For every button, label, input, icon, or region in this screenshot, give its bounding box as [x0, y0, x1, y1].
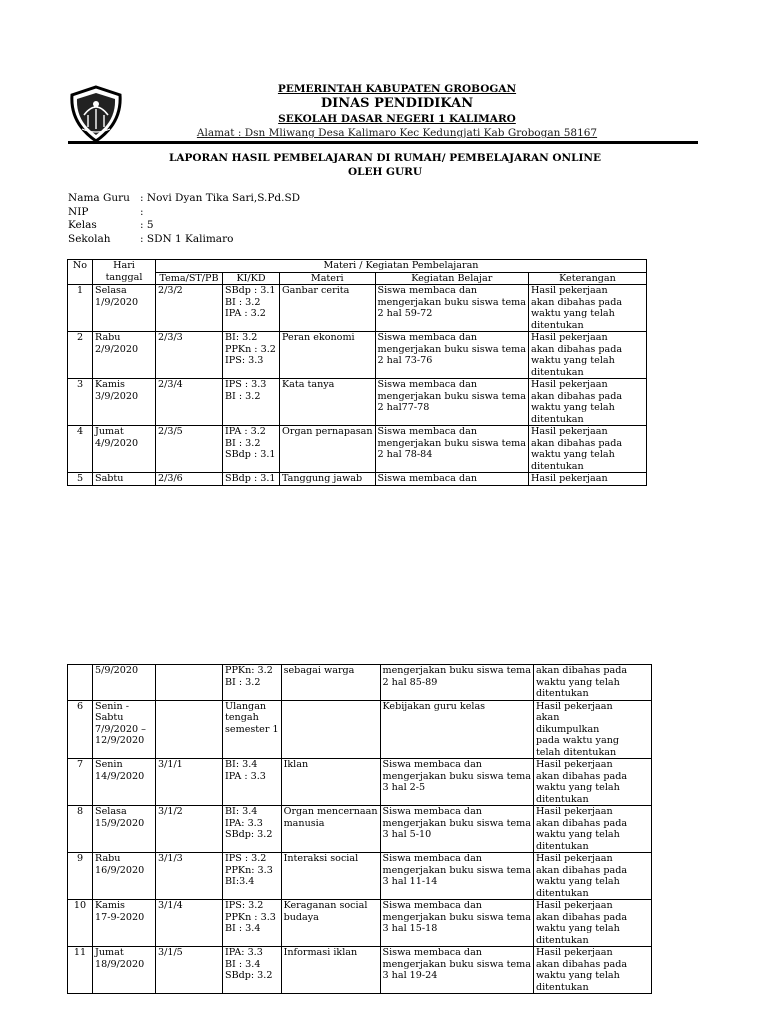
- cell-no: [68, 665, 93, 701]
- cell-day: [93, 285, 156, 332]
- cell-kegiatan: [375, 379, 528, 426]
- cell-keterangan-line: ditentukan: [530, 460, 584, 472]
- info-row-class: [68, 219, 300, 233]
- cell-kikd-line: BI : 3.2: [225, 437, 261, 449]
- cell-kegiatan-line: mengerjakan buku siswa tema: [377, 343, 526, 355]
- school-address: Alamat : Dsn Mliwang Desa Kalimaro Kec Kedungjati Kab Grobogan 58167: [196, 127, 598, 139]
- cell-keterangan: [528, 473, 646, 486]
- cell-keterangan-line: ditentukan: [535, 934, 589, 946]
- cell-kegiatan-line: Siswa membaca dan: [382, 853, 482, 864]
- header-kegiatan: Kegiatan Belajar: [375, 272, 528, 285]
- cell-kikd-line: SBdp : 3.1: [225, 473, 276, 484]
- cell-keterangan-line: ditentukan: [530, 366, 584, 378]
- cell-keterangan-line: waktu yang telah: [530, 449, 615, 460]
- cell-kegiatan-line: 3 hal 15-18: [382, 923, 438, 934]
- cell-tema: [156, 379, 223, 426]
- cell-keterangan: [533, 853, 651, 900]
- cell-no: 8: [68, 806, 93, 853]
- cell-kikd-line: BI: 3.4: [225, 806, 258, 817]
- cell-day: [93, 379, 156, 426]
- cell-day-line: Kamis: [95, 379, 125, 390]
- table-body: [68, 285, 647, 486]
- cell-kegiatan-line: mengerjakan buku siswa tema: [382, 665, 531, 676]
- info-label: Kelas: [68, 219, 97, 231]
- cell-kikd-line: BI : 3.2: [225, 296, 261, 308]
- cell-kikd-line: PPKn: 3.2: [225, 665, 273, 676]
- cell-kegiatan-line: mengerjakan buku siswa tema: [377, 390, 526, 402]
- cell-no: 7: [68, 759, 93, 806]
- table-row: [68, 900, 652, 947]
- info-value: :: [140, 205, 144, 218]
- header-materi: Materi: [280, 272, 376, 285]
- cell-kegiatan-line: 3 hal 5-10: [382, 829, 432, 840]
- cell-tema: [156, 285, 223, 332]
- cell-tema: [156, 947, 223, 994]
- cell-no: 1: [68, 285, 93, 332]
- cell-day: [93, 947, 156, 994]
- cell-kegiatan-line: 2 hal 59-72: [377, 308, 433, 319]
- table-row: [68, 947, 652, 994]
- cell-kikd-line: BI:3.4: [225, 876, 255, 887]
- cell-tema: [156, 700, 223, 759]
- cell-materi: [280, 285, 376, 332]
- cell-keterangan-line: Hasil pekerjaan: [535, 900, 613, 911]
- cell-tema: [156, 759, 223, 806]
- cell-day-line: 4/9/2020: [95, 437, 139, 449]
- info-row-name: [68, 192, 300, 206]
- cell-kegiatan: [375, 332, 528, 379]
- cell-day-line: Selasa: [95, 806, 127, 817]
- table-row: [68, 332, 647, 379]
- table-row: [68, 853, 652, 900]
- cell-kikd-line: IPA: 3.3: [225, 947, 263, 958]
- cell-no: 4: [68, 426, 93, 473]
- cell-day: [93, 853, 156, 900]
- cell-tema: [156, 853, 223, 900]
- cell-tema-line: 3/1/5: [158, 947, 183, 958]
- cell-keterangan-line: telah ditentukan: [535, 746, 617, 758]
- cell-kegiatan: [380, 947, 533, 994]
- cell-day: [93, 900, 156, 947]
- cell-kegiatan: [380, 806, 533, 853]
- cell-kegiatan: [380, 759, 533, 806]
- header-tema: Tema/ST/PB: [156, 272, 223, 285]
- cell-day-line: Kamis: [95, 900, 125, 911]
- cell-keterangan: [528, 332, 646, 379]
- cell-keterangan-line: ditentukan: [530, 413, 584, 425]
- cell-keterangan-line: Hasil pekerjaan: [530, 285, 608, 296]
- cell-day-line: 15/9/2020: [95, 817, 145, 829]
- cell-day-line: 14/9/2020: [95, 770, 145, 782]
- cell-keterangan-line: akan dibahas pada: [530, 437, 623, 449]
- cell-day-line: 5/9/2020: [95, 665, 139, 676]
- cell-keterangan-line: ditentukan: [535, 840, 589, 852]
- cell-kikd-line: PPKn: 3.3: [225, 864, 273, 876]
- letterhead: [150, 82, 644, 141]
- table-row: [68, 806, 652, 853]
- info-value: : 5: [140, 219, 154, 231]
- table-row: [68, 285, 647, 332]
- cell-day: [93, 332, 156, 379]
- cell-keterangan-line: Hasil pekerjaan: [535, 853, 613, 864]
- cell-keterangan-line: pada waktu yang: [535, 735, 620, 746]
- cell-keterangan-line: akan dibahas pada: [530, 390, 623, 402]
- cell-materi: [281, 900, 380, 947]
- cell-day-line: 1/9/2020: [95, 296, 139, 308]
- cell-keterangan-line: akan dibahas pada: [530, 296, 623, 308]
- cell-day: [93, 473, 156, 486]
- table-header-row: [68, 260, 647, 273]
- cell-kikd: [223, 332, 280, 379]
- cell-kegiatan: [375, 285, 528, 332]
- table-row: [68, 759, 652, 806]
- cell-tema-line: 2/3/6: [158, 473, 183, 484]
- cell-keterangan-line: Hasil pekerjaan: [530, 473, 608, 484]
- table-row: [68, 473, 647, 486]
- cell-kegiatan-line: Kebijakan guru kelas: [382, 700, 486, 712]
- cell-materi: [281, 759, 380, 806]
- cell-kegiatan: [380, 700, 533, 759]
- cell-kegiatan: [380, 900, 533, 947]
- cell-keterangan: [533, 806, 651, 853]
- cell-kegiatan-line: Siswa membaca dan: [377, 473, 477, 484]
- cell-keterangan-line: Hasil pekerjaan: [535, 759, 613, 770]
- cell-kikd-line: BI: 3.4: [225, 759, 258, 770]
- cell-day-line: 3/9/2020: [95, 390, 139, 402]
- cell-kikd-line: tengah: [225, 712, 259, 723]
- cell-kikd-line: BI: 3.2: [225, 332, 258, 343]
- cell-keterangan-line: Hasil pekerjaan: [535, 806, 613, 817]
- cell-kegiatan-line: 2 hal 85-89: [382, 676, 438, 688]
- cell-kikd-line: BI : 3.4: [225, 923, 261, 934]
- cell-tema: [156, 426, 223, 473]
- table-row: [68, 665, 652, 701]
- cell-day: [93, 426, 156, 473]
- cell-kegiatan-line: mengerjakan buku siswa tema: [382, 864, 531, 876]
- info-label: Nama Guru: [68, 192, 130, 204]
- agency-name: DINAS PENDIDIKAN: [320, 96, 474, 111]
- cell-kegiatan-line: Siswa membaca dan: [382, 759, 482, 770]
- cell-kegiatan-line: 3 hal 11-14: [382, 876, 438, 887]
- cell-kikd-line: SBdp: 3.2: [225, 970, 273, 981]
- cell-keterangan: [528, 426, 646, 473]
- cell-kikd-line: IPA : 3.2: [225, 308, 266, 319]
- cell-keterangan-line: waktu yang telah: [530, 402, 615, 413]
- cell-keterangan-line: akan dibahas pada: [535, 665, 628, 676]
- cell-kegiatan: [375, 426, 528, 473]
- cell-kikd-line: Ulangan: [225, 700, 267, 712]
- cell-kikd-line: IPA : 3.3: [225, 770, 266, 782]
- cell-no: 9: [68, 853, 93, 900]
- cell-kegiatan-line: 3 hal 19-24: [382, 970, 438, 981]
- cell-keterangan-line: Hasil pekerjaan: [530, 426, 608, 437]
- cell-kegiatan-line: Siswa membaca dan: [377, 332, 477, 343]
- cell-materi: [281, 700, 380, 759]
- cell-kikd: [223, 900, 282, 947]
- cell-no: 10: [68, 900, 93, 947]
- document-title-line2: OLEH GURU: [347, 166, 423, 178]
- cell-kikd: [223, 379, 280, 426]
- cell-materi: [280, 379, 376, 426]
- table-row: [68, 700, 652, 759]
- cell-materi-line: Keraganan social: [283, 900, 368, 911]
- header-kikd: KI/KD: [223, 272, 280, 285]
- learning-report-table: [67, 259, 647, 486]
- cell-day-line: 2/9/2020: [95, 343, 139, 355]
- cell-materi: [280, 332, 376, 379]
- cell-keterangan-line: akan dibahas pada: [530, 343, 623, 355]
- cell-kikd-line: PPKn : 3.2: [225, 343, 276, 355]
- table-body: [68, 665, 652, 994]
- learning-report-table-continued: [67, 664, 652, 994]
- info-value: : Novi Dyan Tika Sari,S.Pd.SD: [140, 192, 301, 204]
- cell-materi-line: Organ pernapasan: [282, 426, 373, 437]
- cell-kegiatan-line: 2 hal77-78: [377, 402, 430, 413]
- cell-kegiatan-line: Siswa membaca dan: [382, 806, 482, 817]
- cell-kegiatan-line: mengerjakan buku siswa tema: [382, 911, 531, 923]
- cell-keterangan: [528, 285, 646, 332]
- document-title-line1: LAPORAN HASIL PEMBELAJARAN DI RUMAH/ PEMBELAJARAN ONLINE: [168, 152, 601, 164]
- cell-materi-line: Interaksi social: [283, 853, 359, 864]
- cell-keterangan-line: Hasil pekerjaan: [530, 332, 608, 343]
- cell-keterangan-line: waktu yang telah: [530, 308, 615, 319]
- cell-materi-line: Informasi iklan: [283, 947, 358, 958]
- info-row-nip: [68, 206, 300, 220]
- cell-day-line: Jumat: [95, 947, 124, 958]
- cell-keterangan-line: waktu yang telah: [535, 923, 620, 934]
- cell-kikd-line: PPKn : 3.3: [225, 911, 276, 923]
- cell-kegiatan-line: mengerjakan buku siswa tema: [377, 437, 526, 449]
- cell-kegiatan-line: Siswa membaca dan: [377, 426, 477, 437]
- header-keterangan: Keterangan: [528, 272, 646, 285]
- cell-day-line: 17-9-2020: [95, 911, 145, 923]
- cell-day: [93, 665, 156, 701]
- cell-day-line: Rabu: [95, 853, 121, 864]
- letterhead-divider: [68, 141, 698, 144]
- cell-kegiatan-line: mengerjakan buku siswa tema: [382, 770, 531, 782]
- cell-day: [93, 759, 156, 806]
- cell-day-line: Senin -: [95, 700, 129, 712]
- cell-tema: [156, 473, 223, 486]
- cell-tema: [156, 665, 223, 701]
- cell-kikd-line: SBdp: 3.2: [225, 829, 273, 840]
- cell-materi-line: manusia: [283, 817, 325, 829]
- cell-day-line: Rabu: [95, 332, 121, 343]
- school-name: SEKOLAH DASAR NEGERI 1 KALIMARO: [278, 113, 516, 125]
- cell-tema: [156, 332, 223, 379]
- cell-keterangan: [533, 947, 651, 994]
- cell-materi-line: Kata tanya: [282, 379, 335, 390]
- cell-keterangan-line: ditentukan: [535, 688, 589, 699]
- cell-day-line: Senin: [95, 759, 123, 770]
- cell-keterangan-line: akan dibahas pada: [535, 864, 628, 876]
- cell-kikd: [223, 700, 282, 759]
- cell-kikd: [223, 665, 282, 701]
- cell-no: 5: [68, 473, 93, 486]
- government-name: PEMERINTAH KABUPATEN GROBOGAN: [277, 83, 517, 95]
- cell-keterangan-line: Hasil pekerjaan: [535, 700, 613, 712]
- cell-keterangan: [528, 379, 646, 426]
- cell-materi-line: Tanggung jawab: [282, 473, 363, 484]
- cell-materi-line: Ganbar cerita: [282, 285, 350, 296]
- cell-kikd: [223, 426, 280, 473]
- cell-keterangan: [533, 665, 651, 701]
- header-group: Materi / Kegiatan Pembelajaran: [156, 260, 647, 273]
- cell-kikd-line: BI : 3.2: [225, 390, 261, 402]
- cell-day-line: Sabtu: [95, 473, 124, 484]
- cell-kegiatan-line: Siswa membaca dan: [382, 947, 482, 958]
- cell-materi-line: Organ mencernaan: [283, 806, 378, 817]
- info-label: NIP: [68, 205, 89, 218]
- info-value: : SDN 1 Kalimaro: [140, 232, 234, 245]
- cell-keterangan-line: akan: [535, 712, 560, 723]
- cell-tema-line: 2/3/3: [158, 332, 183, 343]
- cell-keterangan-line: waktu yang telah: [535, 970, 620, 981]
- cell-tema-line: 3/1/1: [158, 759, 183, 770]
- cell-kikd-line: IPA: 3.3: [225, 817, 263, 829]
- info-row-school: [68, 233, 300, 247]
- cell-kikd-line: IPS : 3.2: [225, 853, 267, 864]
- cell-no: 11: [68, 947, 93, 994]
- cell-kikd: [223, 947, 282, 994]
- cell-materi: [280, 426, 376, 473]
- cell-materi: [281, 947, 380, 994]
- cell-materi-line: Peran ekonomi: [282, 332, 355, 343]
- cell-kikd-line: SBdp : 3.1: [225, 285, 276, 296]
- header-no: No: [68, 260, 93, 285]
- cell-no: 3: [68, 379, 93, 426]
- cell-tema-line: 3/1/4: [158, 900, 183, 911]
- cell-keterangan: [533, 700, 651, 759]
- school-emblem-logo: [68, 85, 124, 143]
- cell-keterangan: [533, 759, 651, 806]
- cell-kikd: [223, 806, 282, 853]
- cell-kegiatan-line: Siswa membaca dan: [377, 285, 477, 296]
- cell-tema-line: 2/3/5: [158, 426, 183, 437]
- cell-kegiatan-line: mengerjakan buku siswa tema: [377, 296, 526, 308]
- cell-keterangan-line: akan dibahas pada: [535, 770, 628, 782]
- cell-kikd-line: BI : 3.2: [225, 676, 261, 688]
- cell-materi-line: sebagai warga: [283, 665, 355, 676]
- cell-tema: [156, 806, 223, 853]
- cell-day-line: 7/9/2020 –: [95, 723, 146, 735]
- cell-kikd-line: semester 1: [225, 723, 279, 735]
- cell-keterangan-line: Hasil pekerjaan: [535, 947, 613, 958]
- cell-materi-line: budaya: [283, 911, 319, 923]
- cell-keterangan: [533, 900, 651, 947]
- cell-keterangan-line: waktu yang telah: [530, 355, 615, 366]
- cell-keterangan-line: waktu yang telah: [535, 676, 620, 688]
- info-label: Sekolah: [68, 232, 111, 245]
- cell-keterangan-line: waktu yang telah: [535, 829, 620, 840]
- document-title: [100, 151, 670, 179]
- teacher-info: [68, 192, 300, 246]
- cell-kikd-line: IPS: 3.2: [225, 900, 264, 911]
- cell-keterangan-line: waktu yang telah: [535, 876, 620, 887]
- cell-tema-line: 3/1/2: [158, 806, 183, 817]
- cell-kegiatan-line: 2 hal 73-76: [377, 355, 433, 366]
- cell-tema-line: 2/3/2: [158, 285, 183, 296]
- cell-day-line: Selasa: [95, 285, 127, 296]
- cell-kikd: [223, 473, 280, 486]
- cell-kegiatan: [375, 473, 528, 486]
- cell-tema-line: 3/1/3: [158, 853, 183, 864]
- cell-keterangan-line: waktu yang telah: [535, 782, 620, 793]
- cell-kegiatan-line: 2 hal 78-84: [377, 449, 433, 460]
- cell-materi: [281, 853, 380, 900]
- cell-day-line: 16/9/2020: [95, 864, 145, 876]
- cell-tema-line: 2/3/4: [158, 379, 183, 390]
- cell-kikd-line: SBdp : 3.1: [225, 449, 276, 460]
- cell-keterangan-line: ditentukan: [535, 887, 589, 899]
- cell-day-line: 18/9/2020: [95, 958, 145, 970]
- cell-no: 6: [68, 700, 93, 759]
- cell-day: [93, 806, 156, 853]
- header-day: Hari tanggal: [93, 260, 156, 285]
- cell-kegiatan-line: 3 hal 2-5: [382, 782, 426, 793]
- table-row: [68, 426, 647, 473]
- cell-kikd-line: IPS : 3.3: [225, 379, 267, 390]
- cell-keterangan-line: akan dibahas pada: [535, 911, 628, 923]
- cell-kikd: [223, 759, 282, 806]
- cell-kegiatan-line: mengerjakan buku siswa tema: [382, 817, 531, 829]
- cell-day-line: Jumat: [95, 426, 124, 437]
- cell-day-line: 12/9/2020: [95, 735, 145, 746]
- cell-tema: [156, 900, 223, 947]
- cell-kikd-line: IPA : 3.2: [225, 426, 266, 437]
- cell-materi: [281, 806, 380, 853]
- cell-kegiatan-line: Siswa membaca dan: [377, 379, 477, 390]
- cell-kegiatan: [380, 665, 533, 701]
- cell-kikd-line: IPS: 3.3: [225, 355, 264, 366]
- cell-day-line: Sabtu: [95, 712, 124, 723]
- cell-kegiatan-line: Siswa membaca dan: [382, 900, 482, 911]
- cell-keterangan-line: dikumpulkan: [535, 723, 600, 735]
- cell-keterangan-line: akan dibahas pada: [535, 817, 628, 829]
- cell-materi: [280, 473, 376, 486]
- cell-keterangan-line: ditentukan: [535, 981, 589, 993]
- cell-kikd-line: BI : 3.4: [225, 958, 261, 970]
- cell-kikd: [223, 853, 282, 900]
- cell-keterangan-line: akan dibahas pada: [535, 958, 628, 970]
- cell-day: [93, 700, 156, 759]
- cell-kikd: [223, 285, 280, 332]
- cell-keterangan-line: ditentukan: [535, 793, 589, 805]
- table-row: [68, 379, 647, 426]
- cell-no: 2: [68, 332, 93, 379]
- cell-materi-line: Iklan: [283, 759, 309, 770]
- cell-keterangan-line: ditentukan: [530, 319, 584, 331]
- cell-keterangan-line: Hasil pekerjaan: [530, 379, 608, 390]
- cell-kegiatan-line: mengerjakan buku siswa tema: [382, 958, 531, 970]
- cell-kegiatan: [380, 853, 533, 900]
- cell-materi: [281, 665, 380, 701]
